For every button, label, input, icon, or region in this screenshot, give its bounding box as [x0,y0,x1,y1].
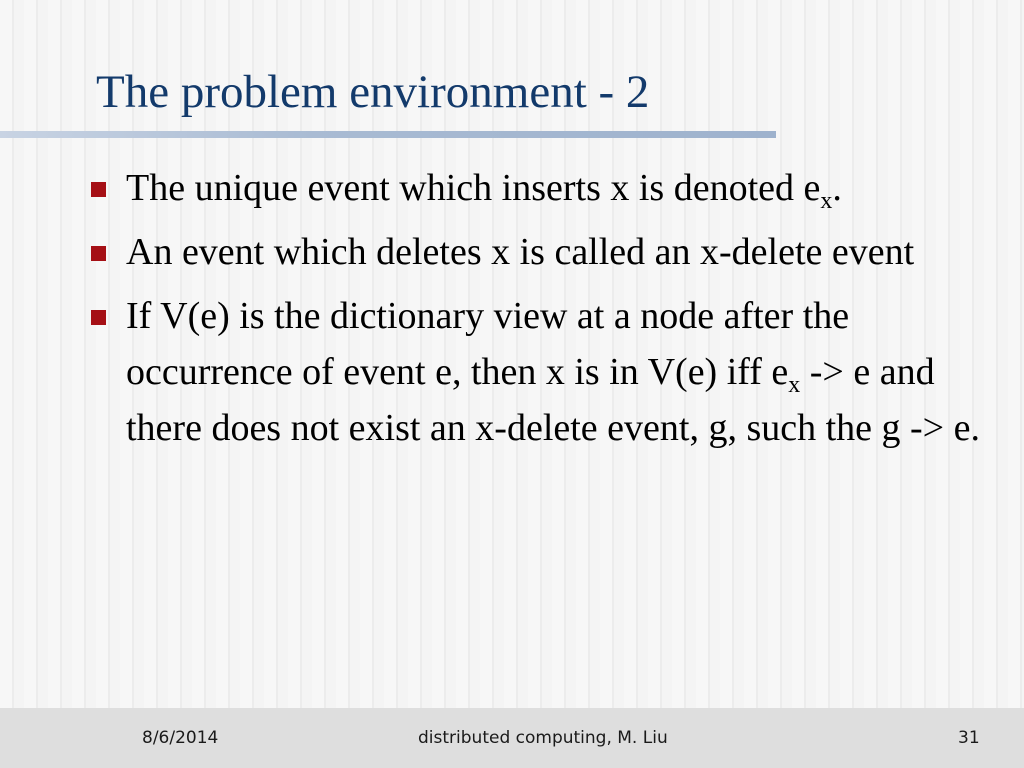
square-bullet-icon [91,182,106,197]
bullet-text: An event which deletes x is called an x-delete event [126,231,915,273]
slide-title: The problem environment - 2 [96,66,650,118]
bullet-text: The unique event which inserts x is denoted e [126,167,821,209]
square-bullet-icon [91,246,106,261]
footer-course-label: distributed computing, M. Liu [418,728,668,748]
subscript-x: x [788,372,801,398]
bullet-item [88,288,988,456]
footer-page-number: 31 [958,728,980,748]
footer-date: 8/6/2014 [142,728,219,748]
square-bullet-icon [91,310,106,325]
title-underline-rule [0,131,776,138]
bullet-text-end: -> e and there does not exist an x-delete event, g, such the g -> e. [126,351,980,449]
bullet-item [88,160,988,216]
bullet-text: If V(e) is the dictionary view at a node after the occurrence of event e, then x is in V(e) iff e [126,295,850,393]
subscript-x: x [820,188,833,214]
bullet-text-end: . [832,167,842,209]
bullet-item [88,224,988,280]
slide-footer [0,708,1024,768]
bullet-list [88,160,988,464]
